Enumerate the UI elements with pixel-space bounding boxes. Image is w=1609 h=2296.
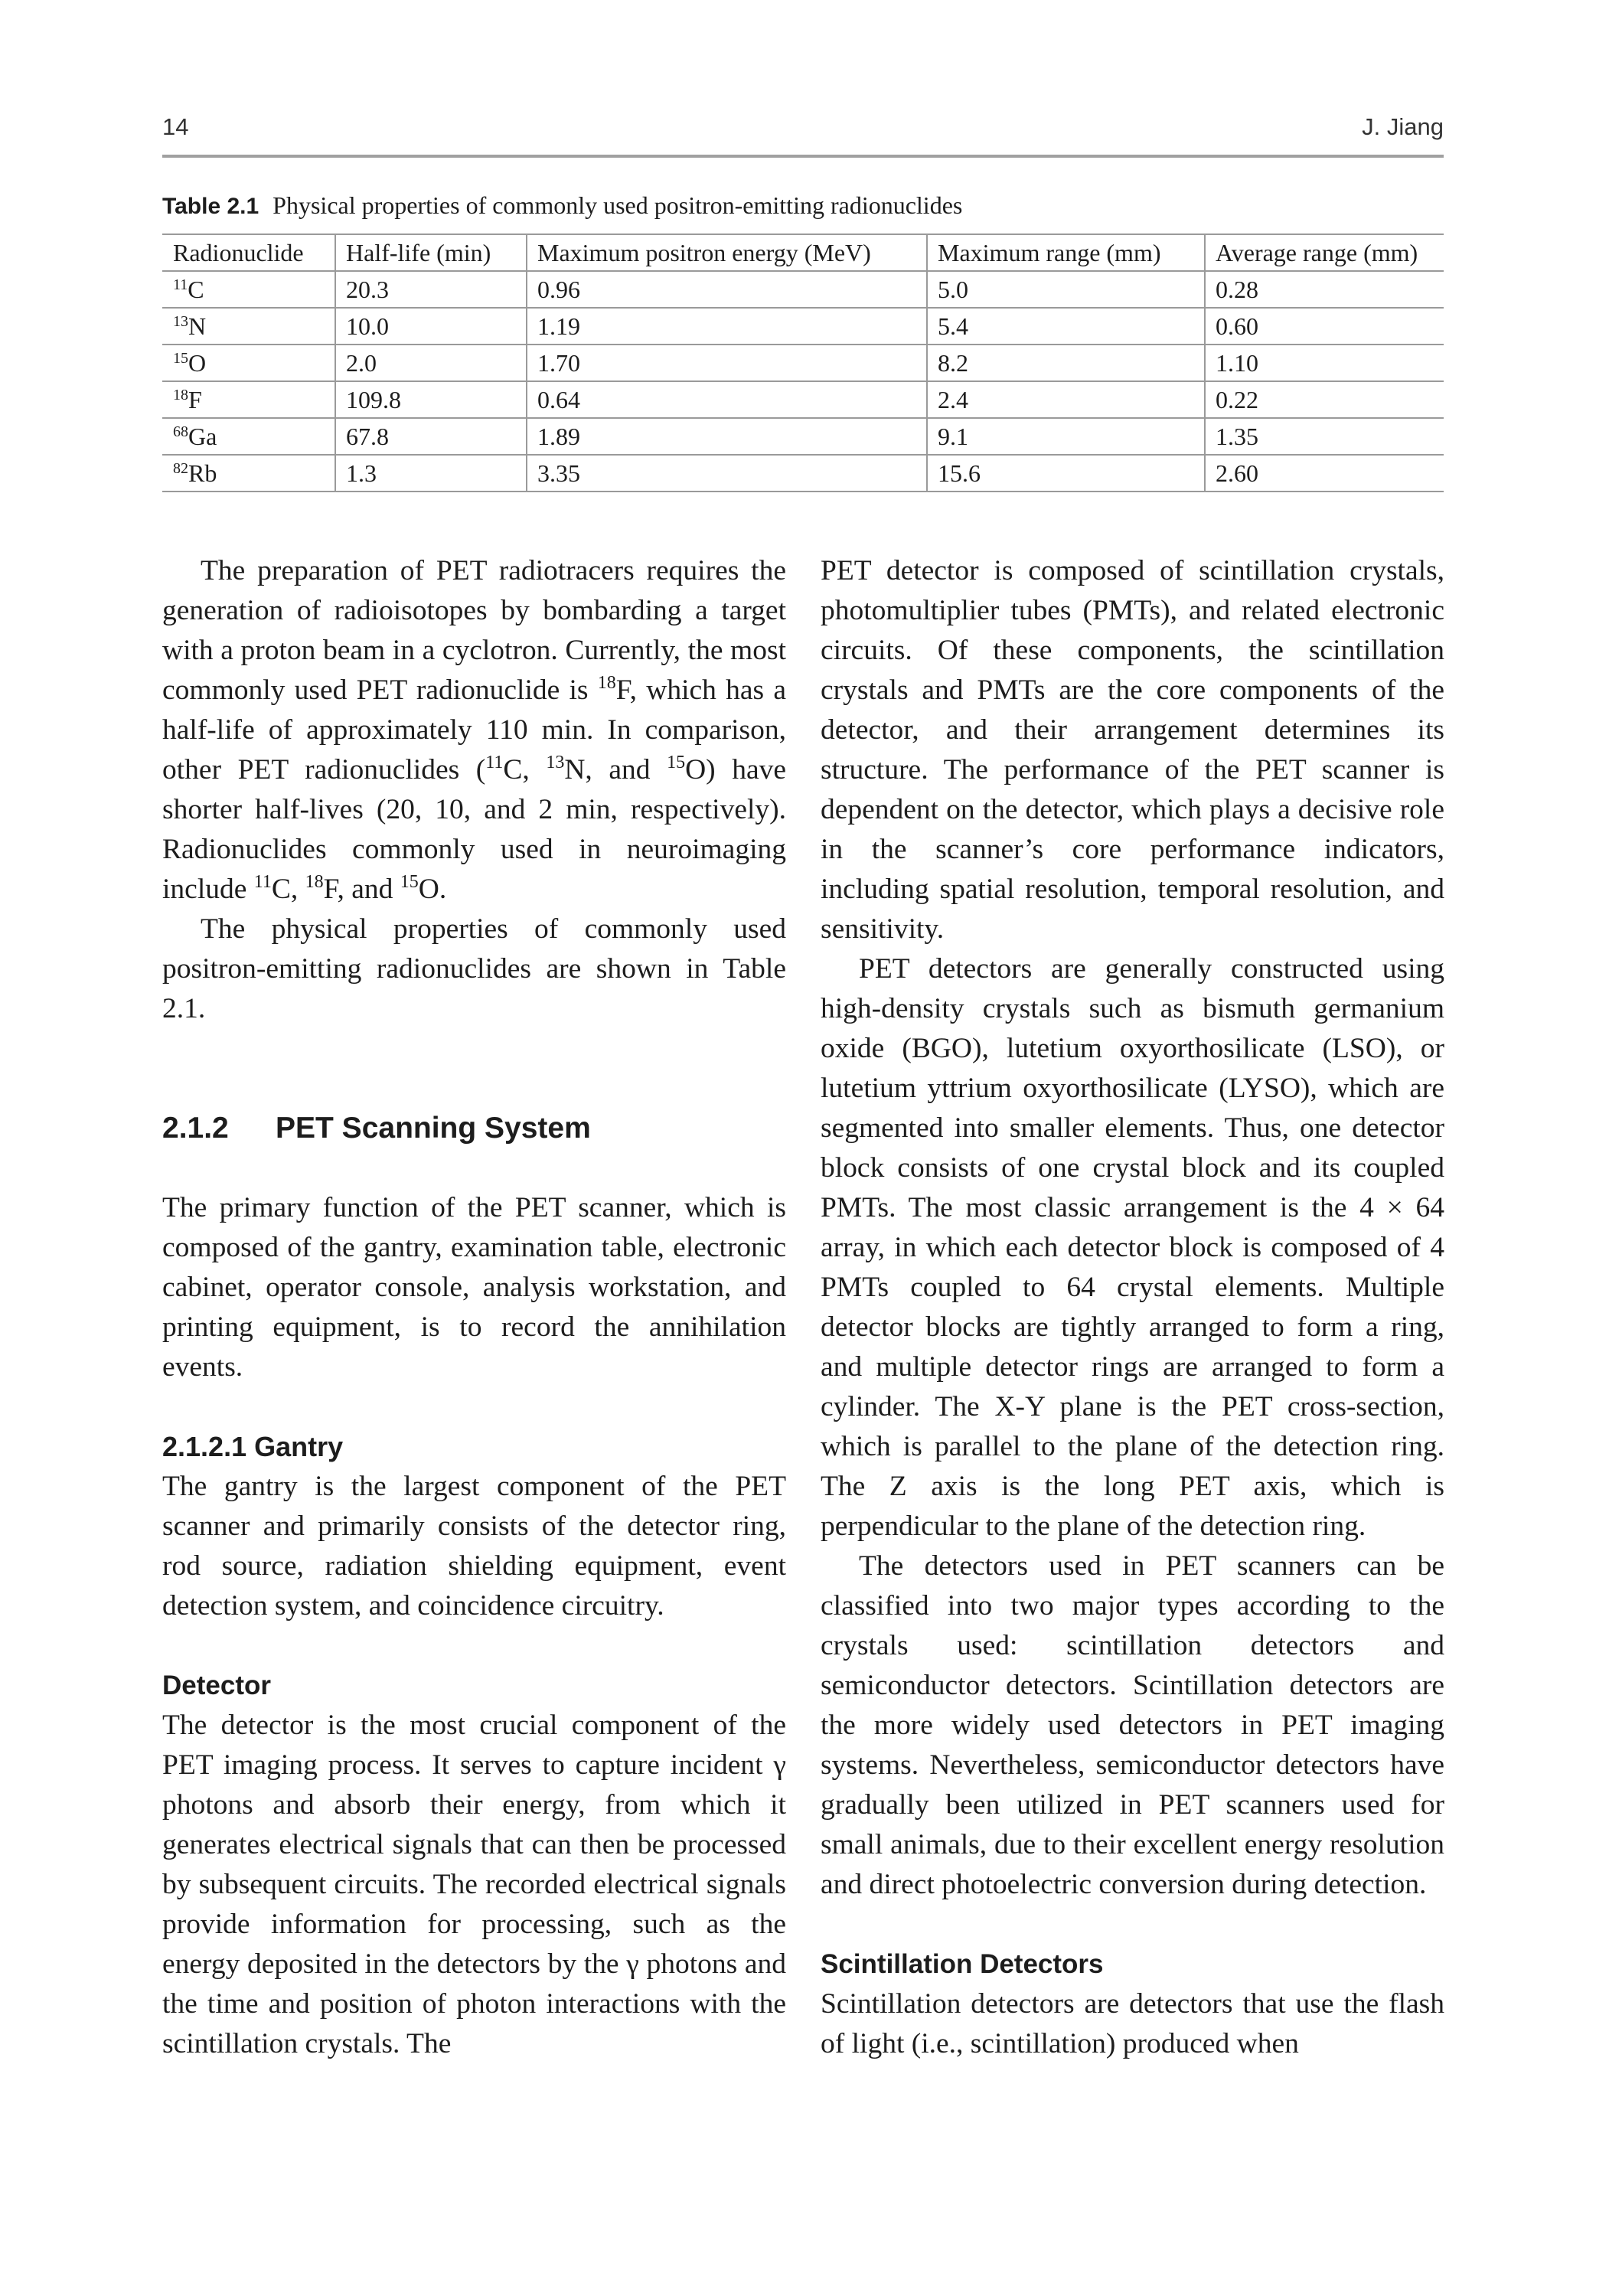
half-life-cell: 10.0 [335,308,527,345]
mass-number: 68 [173,423,188,440]
element-symbol: Rb [188,459,217,487]
radionuclide-cell [162,418,335,455]
max-energy-cell: 3.35 [527,455,927,492]
radionuclide-cell [162,345,335,381]
left-column [162,551,786,2064]
half-life-cell: 1.3 [335,455,527,492]
avg-range-cell: 0.28 [1205,271,1444,308]
max-range-cell: 2.4 [927,381,1205,418]
body-paragraph: PET detectors are generally constructed using high-density crystals such as bismuth germanium oxide (BGO), lutetium oxyorthosilicate (LSO), or lutetium yttrium oxyorthosilicate (LYSO), which are segmented into smaller elements. Thus, one detector block consists of one crystal block and its coupled PMTs. The most classic arrangement is the 4 × 64 array, in which each detector block is composed of 4 PMTs coupled to 64 crystal elements. Multiple detector blocks are tightly arranged to form a ring, and multiple detector rings are arranged to form a cylinder. The X-Y plane is the PET cross-section, which is parallel to the plane of the detection ring. The Z axis is the long PET axis, which is perpendicular to the plane of the detection ring. [821,953,1444,1542]
body-paragraph: The primary function of the PET scanner, which is composed of the gantry, examination table, electronic cabinet, operator console, analysis workstation, and printing equipment, is to record the annihilation events. [162,1192,786,1383]
max-range-cell: 8.2 [927,345,1205,381]
body-paragraph: The physical properties of commonly used positron-emitting radionuclides are shown in Table 2.1. [162,913,786,1024]
spacer [162,1626,786,1666]
mass-number: 82 [173,459,188,477]
half-life-cell: 67.8 [335,418,527,455]
running-head: J. Jiang [1362,113,1444,140]
spacer [162,1387,786,1427]
max-energy-cell: 1.70 [527,345,927,381]
body-paragraph: The gantry is the largest component of the PET scanner and primarily consists of the detector ring, rod source, radiation shielding equipment, event detection system, and coincidence circuitry. [162,1471,786,1622]
max-energy-cell: 0.96 [527,271,927,308]
run-in-heading: Scintillation Detectors [821,1949,1104,1979]
avg-range-cell: 2.60 [1205,455,1444,492]
half-life-cell: 2.0 [335,345,527,381]
max-energy-cell: 0.64 [527,381,927,418]
avg-range-cell: 1.35 [1205,418,1444,455]
max-energy-cell: 1.89 [527,418,927,455]
radionuclide-cell [162,271,335,308]
mass-number: 13 [173,312,188,330]
mass-number: 18 [173,386,188,403]
avg-range-cell: 0.22 [1205,381,1444,418]
table-label: Table 2.1 [162,194,259,219]
column-header: Average range (mm) [1205,234,1444,271]
table-row [162,345,1444,381]
spacer [162,1148,786,1188]
element-symbol: F [188,385,202,413]
section-number: 2.1.2 [162,1112,229,1145]
page-number: 14 [162,113,189,140]
column-header: Radionuclide [173,238,304,266]
mass-number: 15 [173,349,188,367]
column-header: Half-life (min) [335,234,527,271]
page-header [162,113,1444,152]
half-life-cell: 109.8 [335,381,527,418]
element-symbol: Ga [188,422,217,450]
radionuclide-cell [162,381,335,418]
column-header: Maximum range (mm) [927,234,1205,271]
right-column [821,551,1444,2064]
body-paragraph: The detector is the most crucial component of the PET imaging process. It serves to capture incident γ photons and absorb their energy, from which it generates electrical signals that can then be processed by subsequent circuits. The recorded electrical signals provide information for processing, such as the energy deposited in the detectors by the γ photons and the time and position of photon interactions with the scintillation crystals. The [162,1710,786,2059]
max-range-cell: 15.6 [927,455,1205,492]
element-symbol: O [188,348,207,377]
section-heading [162,1109,786,1148]
header-rule [162,155,1444,158]
spacer [821,1905,1444,1945]
body-paragraph: Scintillation detectors are detectors that use the flash of light (i.e., scintillation) produced when [821,1988,1444,2059]
run-in-heading: Detector [162,1671,271,1700]
section-title: PET Scanning System [276,1112,591,1145]
max-range-cell: 5.0 [927,271,1205,308]
table-row [162,418,1444,455]
column-header: Maximum positron energy (MeV) [527,234,927,271]
table-row [162,271,1444,308]
mass-number: 11 [173,276,188,293]
table-row [162,308,1444,345]
avg-range-cell: 1.10 [1205,345,1444,381]
max-energy-cell: 1.19 [527,308,927,345]
half-life-cell: 20.3 [335,271,527,308]
body-paragraph: The preparation of PET radiotracers requires the generation of radioisotopes by bombarding a target with a proton beam in a cyclotron. Currently, the most commonly used PET radionuclide is $^{18}$F, which has a half-life of approximately 110 min. In comparison, other PET radionuclides ($^{11}$C, $^{13}$N, and $^{15}$O) have shorter half-lives (20, 10, and 2 min, respectively). Radionuclides commonly used in neuroimaging include $^{11}$C, $^{18}$F, and $^{15}$O. [162,555,787,905]
table-header-row [162,234,1444,271]
table-caption [162,191,1444,220]
element-symbol: N [188,312,207,340]
avg-range-cell: 0.60 [1205,308,1444,345]
radionuclide-cell [162,455,335,492]
radionuclide-table [162,234,1444,492]
element-symbol: C [188,275,204,303]
radionuclide-cell [162,308,335,345]
table-row [162,381,1444,418]
max-range-cell: 9.1 [927,418,1205,455]
subsection-heading: 2.1.2.1 Gantry [162,1431,344,1462]
body-paragraph: PET detector is composed of scintillation crystals, photomultiplier tubes (PMTs), and related electronic circuits. Of these components, the scintillation crystals and PMTs are the core components of the detector, and their arrangement determines its structure. The performance of the PET scanner is dependent on the detector, which plays a decisive role in the scanner’s core performance indicators, including spatial resolution, temporal resolution, and sensitivity. [821,555,1444,945]
max-range-cell: 5.4 [927,308,1205,345]
spacer [162,1029,786,1109]
body-paragraph: The detectors used in PET scanners can be classified into two major types according to the crystals used: scintillation detectors and semiconductor detectors. Scintillation detectors are the more widely used detectors in PET imaging systems. Nevertheless, semiconductor detectors have gradually been utilized in PET scanners used for small animals, due to their excellent energy resolution and direct photoelectric conversion during detection. [821,1550,1444,1900]
table-row [162,455,1444,492]
table-caption-text: Physical properties of commonly used positron-emitting radionuclides [273,191,963,219]
